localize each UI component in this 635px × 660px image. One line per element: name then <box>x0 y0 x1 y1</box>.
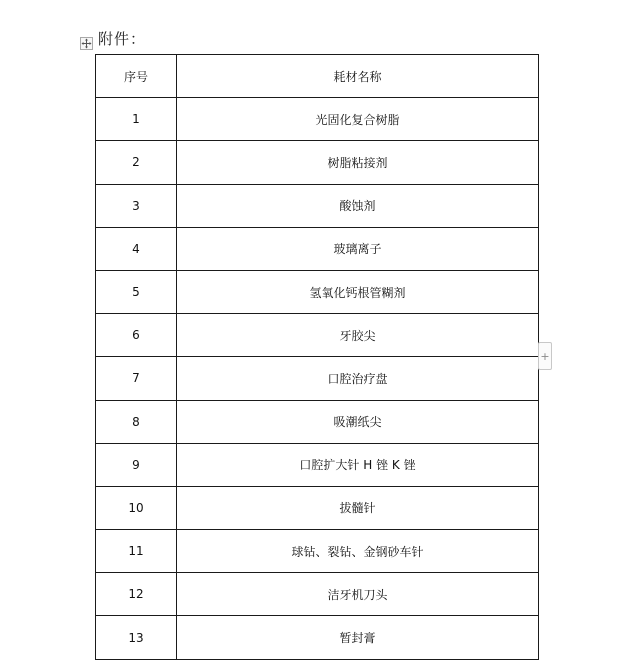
add-column-button[interactable] <box>538 342 552 370</box>
cell-serial-number: 2 <box>96 141 177 184</box>
cell-item-name: 暂封膏 <box>177 616 539 659</box>
table-row <box>96 616 539 659</box>
table-header-row <box>96 55 539 98</box>
table-row <box>96 98 539 141</box>
cell-serial-number: 1 <box>96 98 177 141</box>
table-row <box>96 530 539 573</box>
cell-serial-number: 6 <box>96 314 177 357</box>
table-move-handle[interactable] <box>80 37 93 50</box>
cell-item-name: 氢氧化钙根管糊剂 <box>177 270 539 313</box>
cell-item-name: 洁牙机刀头 <box>177 573 539 616</box>
cell-serial-number: 12 <box>96 573 177 616</box>
cell-item-name: 树脂粘接剂 <box>177 141 539 184</box>
table-row <box>96 400 539 443</box>
table-row <box>96 270 539 313</box>
cell-item-name: 吸潮纸尖 <box>177 400 539 443</box>
cell-serial-number: 9 <box>96 443 177 486</box>
cell-item-name: 拔髓针 <box>177 486 539 529</box>
cell-item-name: 牙胶尖 <box>177 314 539 357</box>
cell-item-name: 光固化复合树脂 <box>177 98 539 141</box>
cell-item-name: 玻璃离子 <box>177 227 539 270</box>
header-serial-number: 序号 <box>96 55 177 98</box>
cell-serial-number: 10 <box>96 486 177 529</box>
cell-serial-number: 3 <box>96 184 177 227</box>
table-row <box>96 227 539 270</box>
cell-item-name: 口腔治疗盘 <box>177 357 539 400</box>
cell-serial-number: 13 <box>96 616 177 659</box>
cell-serial-number: 11 <box>96 530 177 573</box>
cell-serial-number: 5 <box>96 270 177 313</box>
cell-item-name: 酸蚀剂 <box>177 184 539 227</box>
table-row <box>96 314 539 357</box>
cell-item-name: 口腔扩大针 H 锉 K 锉 <box>177 443 539 486</box>
cell-item-name: 球钻、裂钻、金钢砂车针 <box>177 530 539 573</box>
table-row <box>96 141 539 184</box>
cell-serial-number: 4 <box>96 227 177 270</box>
plus-icon: + <box>540 349 550 363</box>
table-row <box>96 184 539 227</box>
table-row <box>96 443 539 486</box>
table-row <box>96 573 539 616</box>
attachment-heading: 附件： <box>98 30 147 48</box>
table-row <box>96 357 539 400</box>
cell-serial-number: 8 <box>96 400 177 443</box>
cell-serial-number: 7 <box>96 357 177 400</box>
table-row <box>96 486 539 529</box>
move-arrows-icon <box>81 38 92 49</box>
header-item-name: 耗材名称 <box>177 55 539 98</box>
table-body <box>96 98 539 659</box>
consumables-table <box>95 54 539 660</box>
